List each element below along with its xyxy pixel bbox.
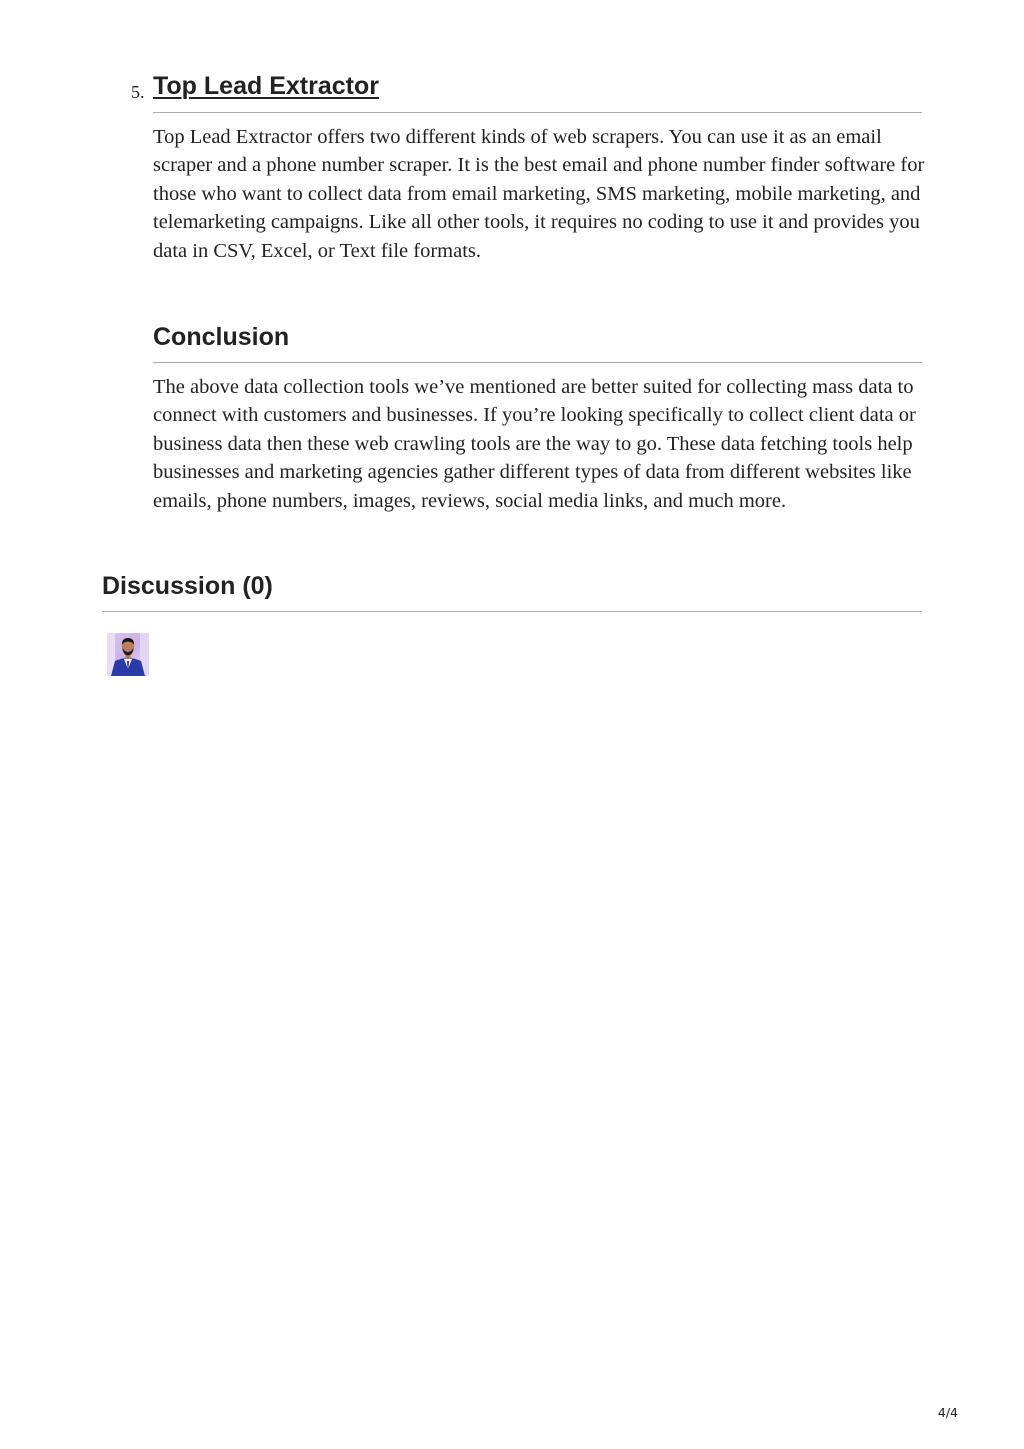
- conclusion-divider: [153, 362, 922, 363]
- list-item-number: 5.: [131, 82, 145, 102]
- discussion-heading: Discussion (0): [102, 572, 273, 600]
- tool-title-link[interactable]: Top Lead Extractor: [153, 72, 379, 100]
- page-number: 4/4: [937, 1405, 958, 1420]
- heading-divider: [153, 112, 922, 113]
- conclusion-text: The above data collection tools we’ve mentioned are better suited for collecting mass data to connect with customers and businesses. If you’re looking specifically to collect client data or business data then these web crawling tools are the way to go. These data fetching tools help businesses and marketing agencies gather different types of data from different websites like emails, phone numbers, images, reviews, social media links, and much more.: [153, 376, 916, 512]
- discussion-divider: [102, 611, 922, 612]
- tool-description: Top Lead Extractor offers two different kinds of web scrapers. You can use it as an email scraper and a phone number scraper. It is the best email and phone number finder software for those who want to collect data from email marketing, SMS marketing, mobile marketing, and telemarketing campaigns. Like all other tools, it requires no coding to use it and provides you data in CSV, Excel, or Text file formats.: [153, 126, 925, 262]
- conclusion-heading: Conclusion: [153, 323, 290, 351]
- user-avatar[interactable]: [107, 633, 149, 676]
- user-avatar-icon: [107, 633, 149, 676]
